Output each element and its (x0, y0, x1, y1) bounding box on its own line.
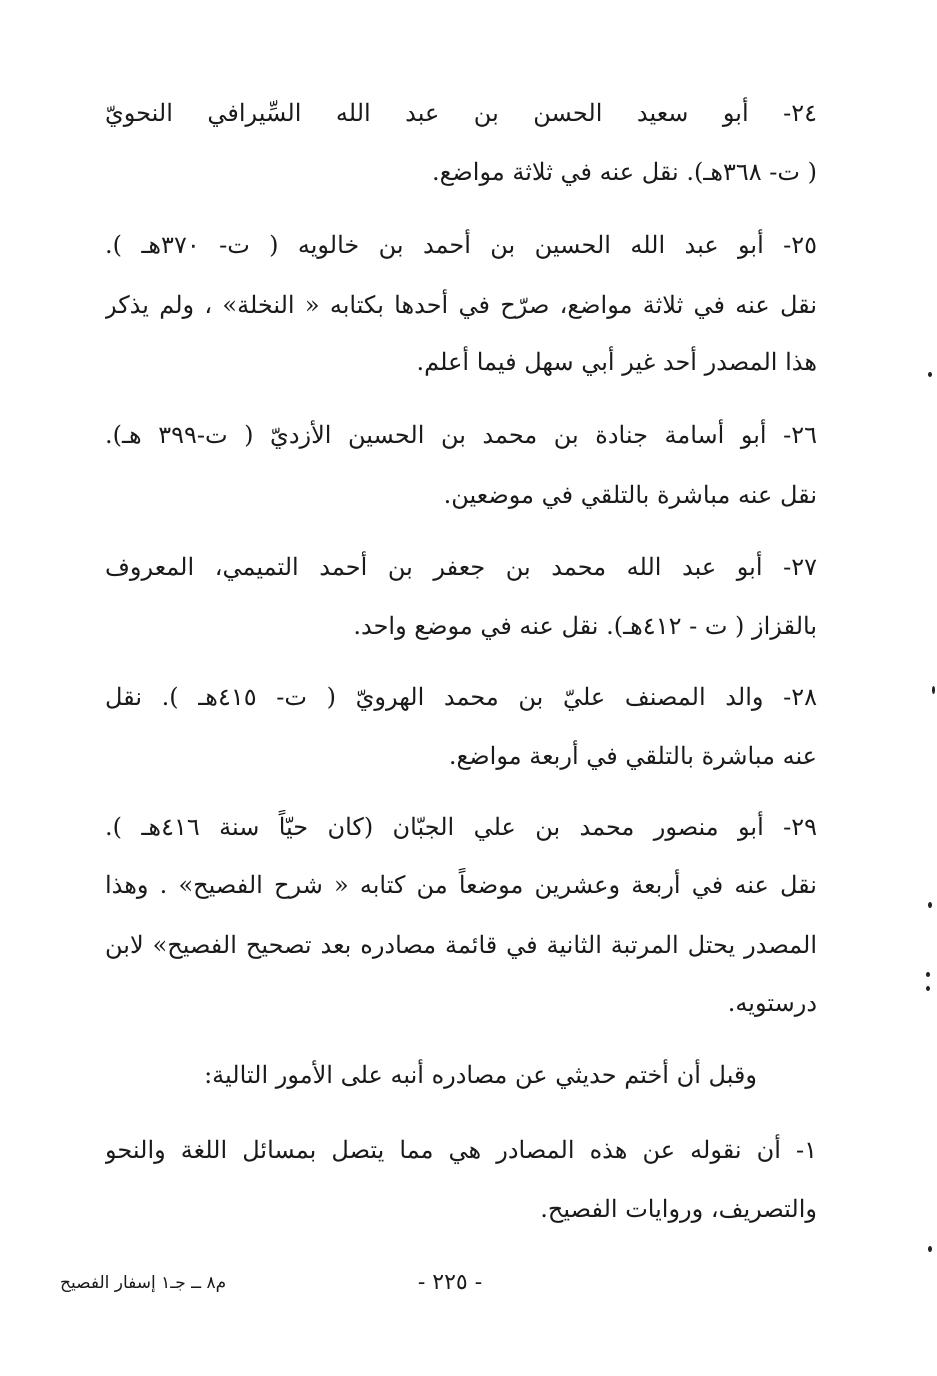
entry-26-line-2: نقل عنه مباشرة بالتلقي في موضعين. (443, 481, 817, 509)
entry-29-line-2: نقل عنه في أربعة وعشرين موضعاً من كتابه « شرح الفصيح» . وهذا (105, 871, 817, 899)
entry-29-line-4: درستويه. (727, 989, 817, 1017)
scan-speck (928, 372, 932, 377)
entry-27-line-2: بالقزاز ( ت - ٤١٢هـ). نقل عنه في موضع واحد. (353, 612, 817, 640)
entry-25-line-1: ٢٥- أبو عبد الله الحسين بن أحمد بن خالويه ( ت- ٣٧٠هـ ). (105, 231, 817, 259)
note-1-line-1: ١- أن نقوله عن هذه المصادر هي مما يتصل بمسائل اللغة والنحو (105, 1136, 817, 1164)
scan-speck (926, 986, 930, 991)
entry-24-line-1: ٢٤- أبو سعيد الحسن بن عبد الله السِّيرافي النحويّ (105, 99, 817, 127)
entry-24-line-2: ( ت- ٣٦٨هـ). نقل عنه في ثلاثة مواضع. (432, 158, 817, 186)
entry-27-line-1: ٢٧- أبو عبد الله محمد بن جعفر بن أحمد التميمي، المعروف (105, 553, 817, 581)
scan-speck (932, 686, 935, 694)
entry-29-line-1: ٢٩- أبو منصور محمد بن علي الجبّان (كان حيّاً سنة ٤١٦هـ ). (105, 813, 817, 841)
note-1-line-2: والتصريف، وروايات الفصيح. (540, 1195, 817, 1223)
intro-sentence: وقبل أن أختم حديثي عن مصادره أنبه على الأمور التالية: (204, 1061, 757, 1089)
page-number: - ٢٢٥ - (417, 1270, 483, 1295)
scan-speck (928, 902, 932, 908)
entry-28-line-2: عنه مباشرة بالتلقي في أربعة مواضع. (448, 742, 817, 770)
scan-speck (926, 972, 930, 977)
entry-28-line-1: ٢٨- والد المصنف عليّ بن محمد الهرويّ ( ت- ٤١٥هـ ). نقل (105, 683, 817, 711)
scan-speck (928, 1246, 932, 1252)
entry-25-line-2: نقل عنه في ثلاثة مواضع، صرّح في أحدها بكتابه « النخلة» ، ولم يذكر (105, 291, 817, 319)
printer-signature: م٨ ــ جـ١ إسفار الفصيح (60, 1273, 227, 1293)
entry-25-line-3: هذا المصدر أحد غير أبي سهل فيما أعلم. (416, 348, 817, 376)
entry-26-line-1: ٢٦- أبو أسامة جنادة بن محمد بن الحسين الأزديّ ( ت-٣٩٩ هـ). (105, 421, 817, 449)
entry-29-line-3: المصدر يحتل المرتبة الثانية في قائمة مصادره بعد تصحيح الفصيح» لابن (105, 931, 817, 959)
